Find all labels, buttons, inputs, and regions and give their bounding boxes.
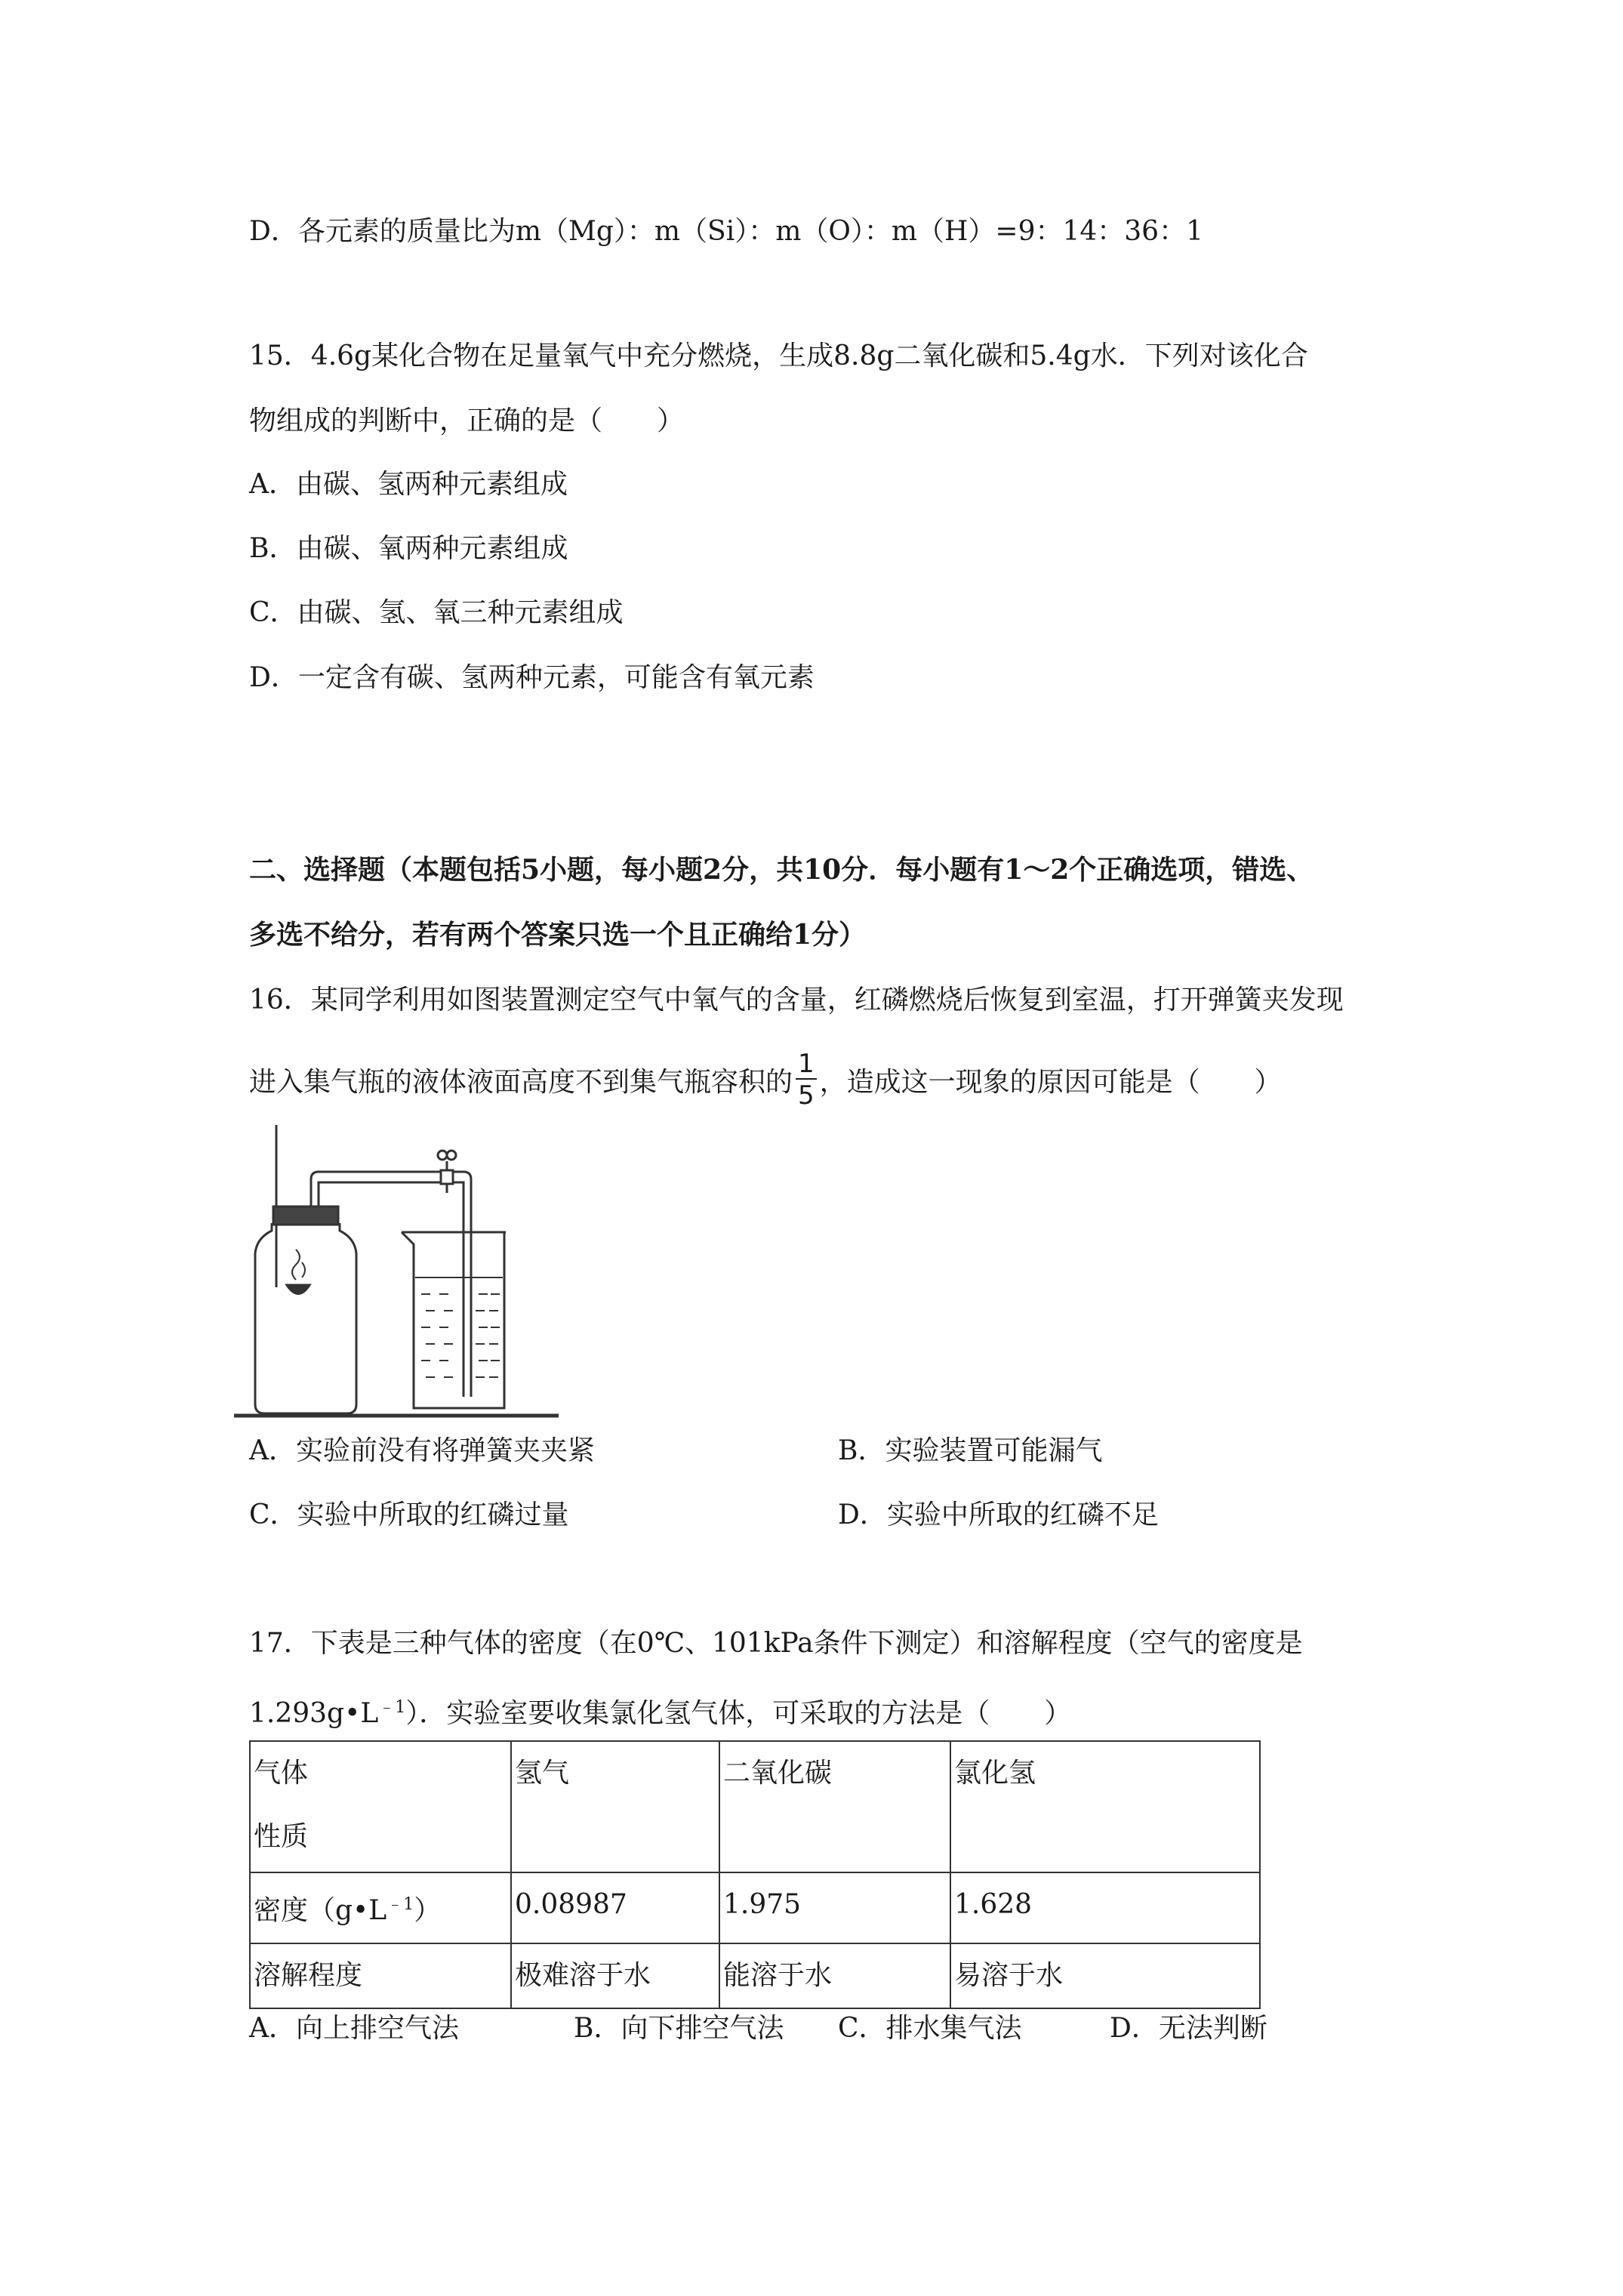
q17-stem-line2-after: ）．实验室要收集氯化氢气体，可采取的方法是（ ）	[405, 1698, 1072, 1729]
q16-stem-line2	[249, 1049, 1282, 1113]
q17-stem-line1: 17．下表是三种气体的密度（在0℃、101kPa条件下测定）和溶解程度（空气的密度是	[249, 1628, 1303, 1659]
q17-stem-line2-before: 1.293g•L	[249, 1698, 379, 1729]
q16-option-b: B．实验装置可能漏气	[838, 1435, 1103, 1466]
q17-option-a: A．向上排空气法	[249, 2013, 459, 2044]
density-label	[250, 1872, 511, 1943]
section2-heading-line1: 二、选择题（本题包括5小题，每小题2分，共10分．每小题有1～2个正确选项，错选、	[249, 854, 1314, 886]
table-header-hydrogen: 氢气	[511, 1741, 719, 1872]
density-label-sup: ﹣1	[387, 1895, 414, 1914]
header-corner-line1: 气体	[254, 1758, 309, 1789]
q15-option-b: B．由碳、氧两种元素组成	[249, 533, 568, 564]
bottle-stopper	[273, 1207, 338, 1225]
smoke-wisp	[292, 1250, 300, 1280]
density-hydrogen-chloride: 1.628	[950, 1872, 1260, 1943]
density-label-before: 密度（g•L	[254, 1895, 387, 1926]
table-row-density	[250, 1872, 1260, 1943]
combustion-spoon	[287, 1285, 310, 1294]
q15-option-a: A．由碳、氢两种元素组成	[249, 469, 568, 500]
q16-option-a: A．实验前没有将弹簧夹夹紧	[249, 1435, 595, 1466]
table-header-row	[250, 1741, 1260, 1872]
q16-option-d: D．实验中所取的红磷不足	[838, 1499, 1159, 1530]
fraction-one-fifth	[796, 1049, 817, 1111]
q17-option-d: D．无法判断	[1110, 2013, 1267, 2044]
q15-option-c: C．由碳、氢、氧三种元素组成	[249, 597, 624, 628]
q15-option-d: D．一定含有碳、氢两种元素，可能含有氧元素	[249, 662, 815, 693]
q17-stem-line2-sup: ﹣1	[378, 1698, 406, 1717]
smoke-wisp	[302, 1262, 305, 1277]
water-dashes	[421, 1294, 500, 1377]
q17-stem-line2	[249, 1691, 1071, 1730]
section2-heading-line2: 多选不给分，若有两个答案只选一个且正确给1分）	[249, 919, 867, 951]
solubility-carbon-dioxide: 能溶于水	[719, 1943, 950, 2008]
solubility-hydrogen-chloride: 易溶于水	[950, 1943, 1260, 2008]
header-corner-line2: 性质	[254, 1821, 309, 1852]
q16-option-c: C．实验中所取的红磷过量	[249, 1499, 569, 1530]
spring-clamp	[438, 1151, 456, 1193]
table-row-solubility	[250, 1943, 1260, 2008]
gas-properties-table	[249, 1740, 1261, 2009]
q15-stem-line1: 15．4.6g某化合物在足量氧气中充分燃烧，生成8.8g二氧化碳和5.4g水．下列对该化合	[249, 341, 1308, 371]
q16-stem-line2-text-after: ，造成这一现象的原因可能是（ ）	[819, 1067, 1282, 1098]
density-label-after: ）	[414, 1895, 442, 1926]
solubility-hydrogen: 极难溶于水	[511, 1943, 719, 2008]
q17-option-b: B．向下排空气法	[574, 2013, 784, 2044]
table-header-hydrogen-chloride: 氯化氢	[950, 1741, 1260, 1872]
beaker	[402, 1232, 504, 1408]
table-header-corner	[250, 1741, 511, 1872]
q16-stem-line2-text-before: 进入集气瓶的液体液面高度不到集气瓶容积的	[249, 1067, 793, 1098]
gas-bottle	[255, 1223, 356, 1413]
fraction-numerator: 1	[796, 1051, 817, 1080]
q15-stem-line2: 物组成的判断中，正确的是（ ）	[249, 405, 685, 436]
fraction-denominator: 5	[798, 1080, 815, 1111]
q16-stem-line1: 16．某同学利用如图装置测定空气中氧气的含量，红磷燃烧后恢复到室温，打开弹簧夹发现	[249, 985, 1344, 1015]
solubility-label: 溶解程度	[250, 1943, 511, 2008]
oxygen-measurement-apparatus-diagram	[226, 1117, 559, 1419]
table-header-carbon-dioxide: 二氧化碳	[719, 1741, 950, 1872]
connecting-tube-inner	[319, 1182, 463, 1397]
q17-option-c: C．排水集气法	[838, 2013, 1022, 2044]
density-carbon-dioxide: 1.975	[719, 1872, 950, 1943]
q14-option-d: D．各元素的质量比为m（Mg）：m（Si）：m（O）：m（H）=9：14：36：1	[249, 216, 1203, 247]
density-hydrogen: 0.08987	[511, 1872, 719, 1943]
